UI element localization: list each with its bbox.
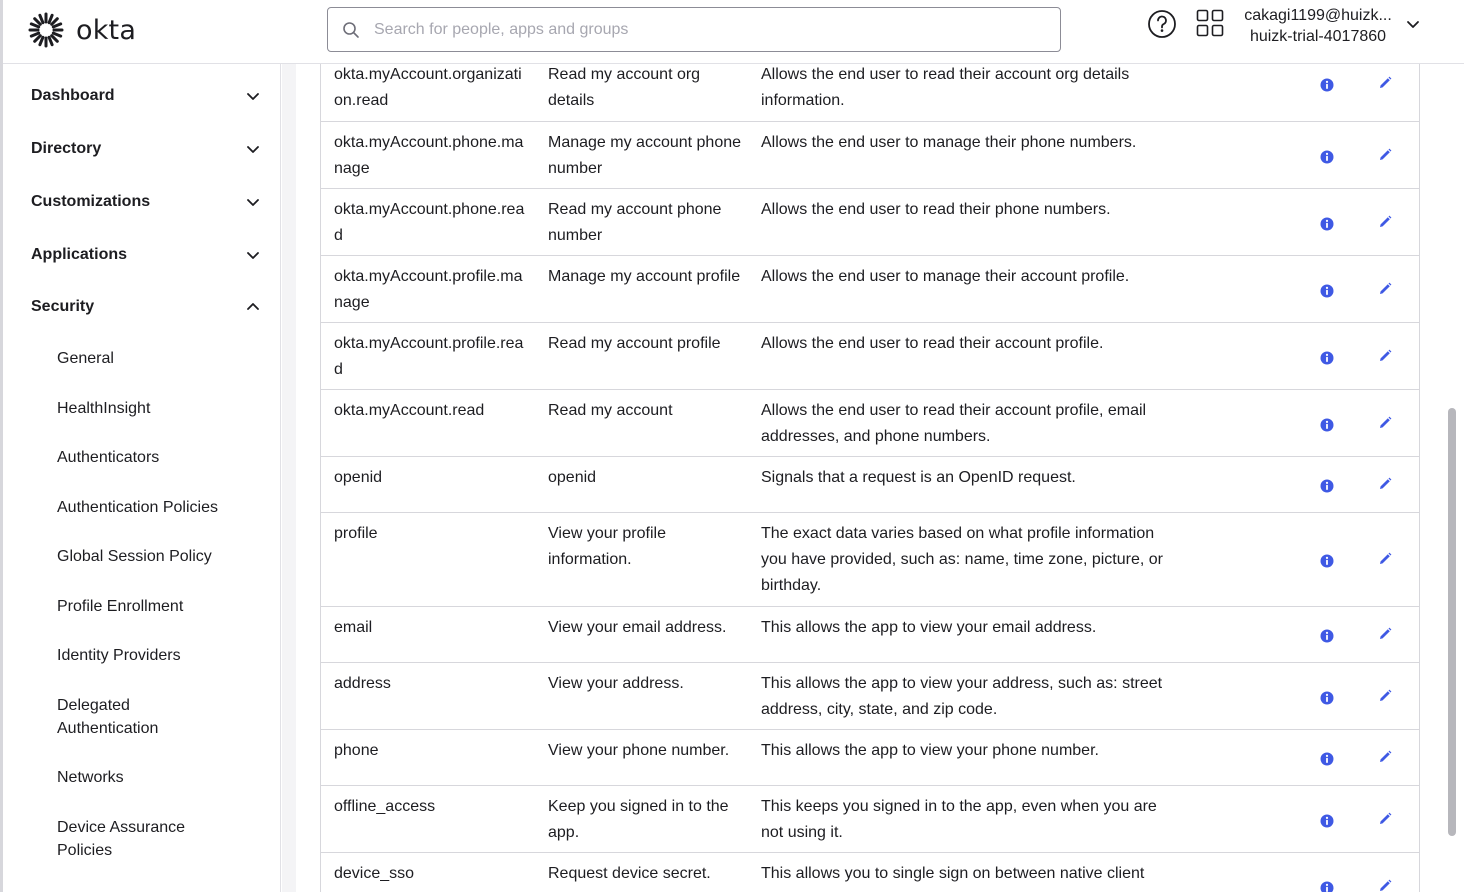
edit-icon[interactable]	[1377, 213, 1393, 229]
table-row	[321, 64, 1419, 122]
edit-icon[interactable]	[1377, 74, 1393, 90]
scope-name: address	[334, 675, 391, 692]
scope-name: email	[334, 619, 373, 636]
table-row	[321, 607, 1419, 663]
sidebar-item-general[interactable]: General	[57, 350, 114, 367]
table-row	[321, 390, 1419, 457]
scope-description: This allows the app to view your address, such as: street address, city, state, and zip code.	[761, 675, 1163, 718]
search-input[interactable]	[372, 20, 1012, 40]
chevron-down-icon	[245, 194, 261, 210]
global-search[interactable]	[327, 7, 1061, 52]
scope-display-phrase: Manage my account phone number	[548, 134, 742, 177]
scope-description: Allows the end user to manage their phone numbers.	[761, 134, 1137, 151]
sidebar-item-customizations[interactable]	[31, 187, 261, 217]
sidebar-item-directory[interactable]	[31, 134, 261, 164]
info-icon[interactable]	[1319, 627, 1335, 643]
edit-icon[interactable]	[1377, 625, 1393, 641]
info-icon[interactable]	[1319, 750, 1335, 766]
info-icon[interactable]	[1319, 689, 1335, 705]
sidebar-item-applications[interactable]	[31, 240, 261, 270]
scope-display-phrase: Read my account profile	[548, 335, 721, 352]
scope-name: offline_access	[334, 798, 436, 815]
chevron-down-icon	[245, 141, 261, 157]
scope-display-phrase: openid	[548, 469, 597, 486]
top-header	[0, 0, 1464, 64]
table-row	[321, 663, 1419, 730]
sidebar-item-label: Directory	[31, 140, 102, 157]
sidebar-item-networks[interactable]: Networks	[57, 769, 124, 786]
edit-icon[interactable]	[1377, 280, 1393, 296]
sidebar-item-device-assurance-policies[interactable]: Device Assurance Policies	[57, 819, 186, 859]
info-icon[interactable]	[1319, 349, 1335, 365]
edit-icon[interactable]	[1377, 810, 1393, 826]
scope-name: okta.myAccount.profile.manage	[334, 268, 523, 311]
logo-text: okta	[76, 14, 137, 46]
search-icon	[342, 21, 360, 39]
scope-display-phrase: Keep you signed in to the app.	[548, 798, 729, 841]
chevron-down-icon[interactable]	[1404, 15, 1422, 33]
sidebar-item-label: Customizations	[31, 193, 151, 210]
scopes-table	[320, 64, 1420, 892]
main-scrollbar[interactable]	[1448, 408, 1456, 836]
chevron-down-icon	[245, 247, 261, 263]
sidebar-item-label: Applications	[31, 246, 128, 263]
scope-description: Allows the end user to read their phone numbers.	[761, 201, 1111, 218]
table-row	[321, 256, 1419, 323]
scope-description: Allows the end user to read their account profile, email addresses, and phone numbers.	[761, 402, 1147, 445]
info-icon[interactable]	[1319, 148, 1335, 164]
sidebar-item-healthinsight[interactable]: HealthInsight	[57, 400, 151, 417]
sidebar-item-security[interactable]	[31, 292, 261, 322]
user-menu[interactable]	[1240, 5, 1396, 47]
table-row	[321, 122, 1419, 189]
sidebar-nav	[3, 64, 281, 892]
edit-icon[interactable]	[1377, 347, 1393, 363]
scope-description: This keeps you signed in to the app, even when you are not using it.	[761, 798, 1157, 841]
chevron-up-icon	[245, 299, 261, 315]
info-icon[interactable]	[1319, 552, 1335, 568]
sidebar-item-delegated-authentication[interactable]: Delegated Authentication	[57, 697, 159, 737]
sidebar-item-identity-providers[interactable]: Identity Providers	[57, 647, 181, 664]
user-email: cakagi1199@huizk...	[1244, 7, 1392, 24]
info-icon[interactable]	[1319, 76, 1335, 92]
table-row	[321, 323, 1419, 390]
sidebar-item-label: Dashboard	[31, 87, 115, 104]
scope-name: okta.myAccount.phone.read	[334, 201, 525, 244]
scope-description: This allows the app to view your email address.	[761, 619, 1097, 636]
scope-display-phrase: View your address.	[548, 675, 684, 692]
user-org: huizk-trial-4017860	[1249, 28, 1387, 45]
sidebar-item-profile-enrollment[interactable]: Profile Enrollment	[57, 598, 184, 615]
scope-description: The exact data varies based on what profile information you have provided, such as: name, time zone, picture, or birthday.	[761, 525, 1163, 594]
table-row	[321, 513, 1419, 607]
info-icon[interactable]	[1319, 282, 1335, 298]
info-icon[interactable]	[1319, 416, 1335, 432]
scope-display-phrase: Request device secret.	[548, 865, 711, 882]
content-gutter	[282, 64, 296, 892]
chevron-down-icon	[245, 88, 261, 104]
edit-icon[interactable]	[1377, 877, 1393, 892]
scope-display-phrase: Manage my account profile	[548, 268, 741, 285]
table-row	[321, 786, 1419, 853]
scope-name: profile	[334, 525, 378, 542]
scope-description: This allows you to single sign on between native client	[761, 865, 1145, 882]
scope-description: This allows the app to view your phone number.	[761, 742, 1099, 759]
scope-display-phrase: View your email address.	[548, 619, 727, 636]
table-row	[321, 853, 1419, 892]
info-icon[interactable]	[1319, 879, 1335, 892]
edit-icon[interactable]	[1377, 550, 1393, 566]
table-row	[321, 730, 1419, 786]
table-row	[321, 189, 1419, 256]
info-icon[interactable]	[1319, 812, 1335, 828]
info-icon[interactable]	[1319, 477, 1335, 493]
edit-icon[interactable]	[1377, 146, 1393, 162]
scope-description: Signals that a request is an OpenID request.	[761, 469, 1076, 486]
scope-name: okta.myAccount.organization.read	[334, 66, 522, 109]
edit-icon[interactable]	[1377, 414, 1393, 430]
scope-name: device_sso	[334, 865, 415, 882]
scope-name: phone	[334, 742, 379, 759]
edit-icon[interactable]	[1377, 687, 1393, 703]
app-switcher-icon[interactable]	[1196, 9, 1224, 37]
sidebar-item-authenticators[interactable]: Authenticators	[57, 449, 160, 466]
okta-burst-icon	[28, 12, 64, 48]
table-row	[321, 457, 1419, 513]
scope-description: Allows the end user to read their account org details information.	[761, 66, 1130, 109]
scope-display-phrase: View your profile information.	[548, 525, 666, 568]
scope-name: okta.myAccount.phone.manage	[334, 134, 524, 177]
sidebar-item-global-session-policy[interactable]: Global Session Policy	[57, 548, 212, 565]
scope-name: okta.myAccount.read	[334, 402, 485, 419]
scope-name: openid	[334, 469, 383, 486]
scope-display-phrase: Read my account	[548, 402, 673, 419]
scope-description: Allows the end user to read their account profile.	[761, 335, 1104, 352]
scope-description: Allows the end user to manage their account profile.	[761, 268, 1130, 285]
scopes-panel	[296, 64, 1444, 892]
help-icon[interactable]	[1146, 8, 1178, 40]
sidebar-item-label: Security	[31, 298, 95, 315]
sidebar-item-authentication-policies[interactable]: Authentication Policies	[57, 499, 218, 516]
scope-display-phrase: Read my account phone number	[548, 201, 722, 244]
scope-name: okta.myAccount.profile.read	[334, 335, 524, 378]
edit-icon[interactable]	[1377, 748, 1393, 764]
scope-display-phrase: View your phone number.	[548, 742, 730, 759]
sidebar-item-dashboard[interactable]	[31, 81, 261, 111]
edit-icon[interactable]	[1377, 475, 1393, 491]
okta-logo[interactable]	[28, 12, 136, 48]
info-icon[interactable]	[1319, 215, 1335, 231]
scope-display-phrase: Read my account org details	[548, 66, 701, 109]
